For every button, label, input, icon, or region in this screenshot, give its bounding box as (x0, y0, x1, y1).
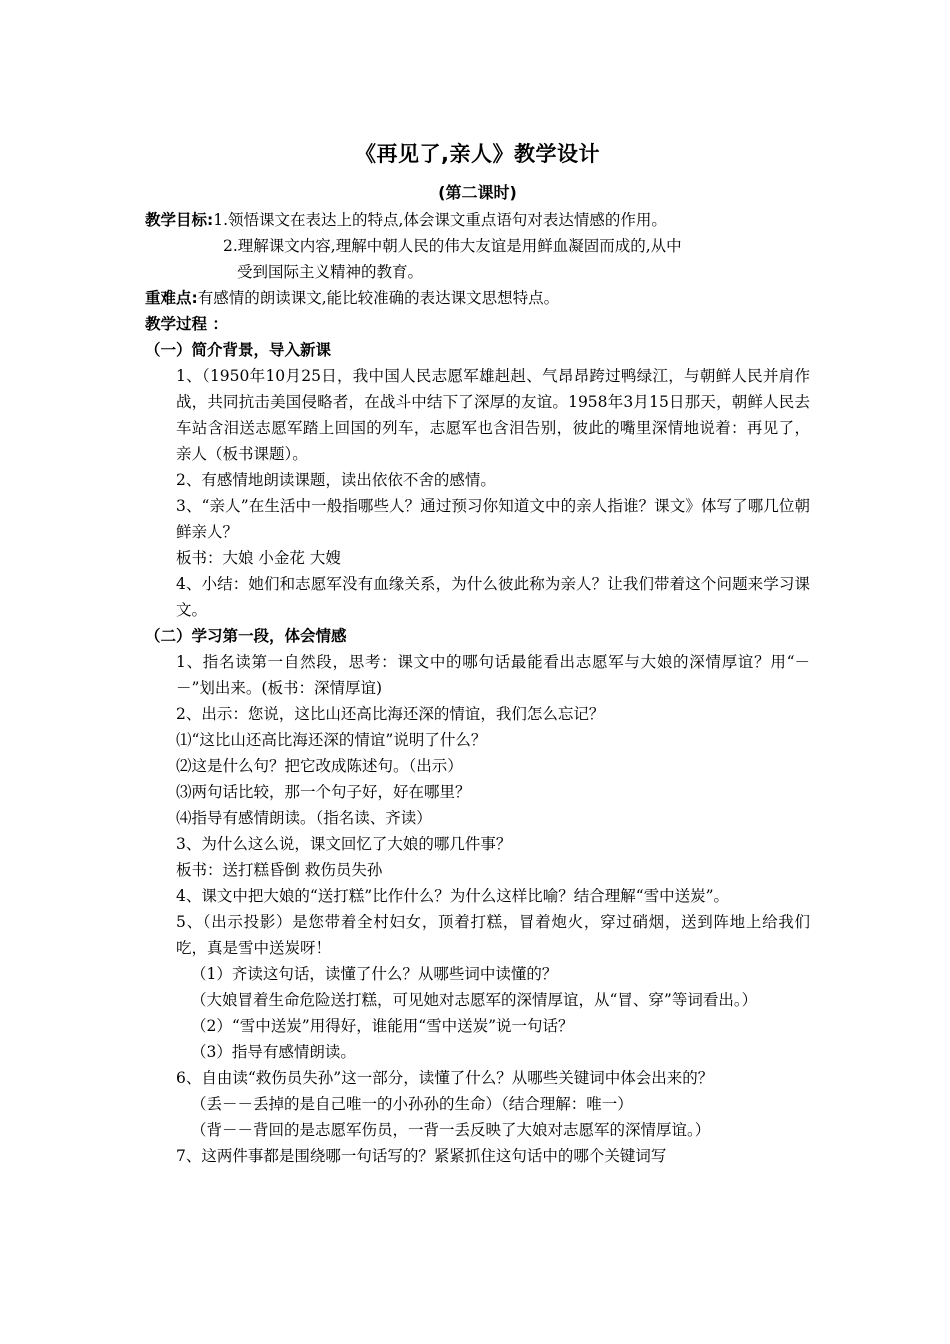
section2-paragraph-4: 4、课文中把大娘的“送打糕”比作什么？为什么这样比喻？结合理解“雪中送炭”。 (176, 887, 730, 905)
section2-paragraph-2: 2、出示：您说，这比山还高比海还深的情谊，我们怎么忘记？ (176, 705, 605, 723)
section2-sub-2: （2）“雪中送炭”用得好，谁能用“雪中送炭”说一句话？ (191, 1017, 574, 1035)
section2-note-a: （丢－－丢掉的是自己唯一的小孙孙的生命）（结合理解：唯一） (191, 1095, 633, 1113)
section2-paragraph-1: 1、指名读第一自然段，思考：课文中的哪句话最能看出志愿军与大娘的深情厚谊？用“－－”划出来。(板书：深情厚谊) (176, 653, 810, 697)
section1-paragraph-4: 4、小结：她们和志愿军没有血缘关系，为什么彼此称为亲人？让我们带着这个问题来学习课文。 (176, 575, 810, 619)
document-body (145, 138, 810, 1169)
section2-question-c: ⑶两句话比较，那一个句子好，好在哪里？ (176, 783, 471, 801)
document-title: 《再见了,亲人》教学设计 (355, 142, 600, 166)
goals-label: 教学目标: (145, 211, 214, 229)
section2-heading: （二）学习第一段，体会情感 (145, 627, 347, 645)
section1-paragraph-2: 2、有感情地朗读课题，读出依依不舍的感情。 (176, 471, 496, 489)
section1-board-note: 板书：大娘 小金花 大嫂 (176, 549, 341, 567)
document-subtitle: (第二课时) (438, 183, 517, 202)
difficulty-line (145, 285, 810, 311)
section2-sub-1-answer: （大娘冒着生命危险送打糕，可见她对志愿军的深情厚谊，从“冒、穿”等词看出。） (191, 991, 758, 1009)
section1-heading: （一）简介背景，导入新课 (145, 341, 332, 359)
section2-paragraph-6: 6、自由读“救伤员失孙”这一部分，读懂了什么？从哪些关键词中体会出来的？ (176, 1069, 714, 1087)
section2-question-d: ⑷指导有感情朗读。（指名读、齐读） (176, 809, 432, 827)
section2-paragraph-5: 5、（出示投影）是您带着全村妇女，顶着打糕，冒着炮火，穿过硝烟，送到阵地上给我们吃，真是雪中送炭呀！ (176, 913, 810, 957)
section2-sub-1: （1）齐读这句话，读懂了什么？从哪些词中读懂的？ (191, 965, 558, 983)
goal-item-2b: 受到国际主义精神的教育。 (237, 263, 424, 281)
section2-paragraph-7: 7、这两件事都是围绕哪一句话写的？紧紧抓住这句话中的哪个关键词写 (176, 1147, 667, 1165)
goal-item-2a: 2.理解课文内容,理解中朝人民的伟大友谊是用鲜血凝固而成的,从中 (223, 237, 682, 255)
section2-question-b: ⑵这是什么句？把它改成陈述句。（出示） (176, 757, 463, 775)
process-label: 教学过程 ： (145, 315, 228, 333)
section2-paragraph-3: 3、为什么这么说，课文回忆了大娘的哪几件事？ (176, 835, 512, 853)
section2-board-note: 板书：送打糕昏倒 救伤员失孙 (176, 861, 383, 879)
goal-item-1: 1.领悟课文在表达上的特点,体会课文重点语句对表达情感的作用。 (213, 211, 667, 229)
section2-note-b: （背－－背回的是志愿军伤员，一背一丢反映了大娘对志愿军的深情厚谊。） (191, 1121, 711, 1139)
goals-line-1 (145, 207, 810, 233)
difficulty-label: 重难点: (145, 289, 198, 307)
section1-paragraph-1: 1、（1950年10月25日，我中国人民志愿军雄赳赳、气昂昂跨过鸭绿江，与朝鲜人民并肩作战，共同抗击美国侵略者，在战斗中结下了深厚的友谊。1958年3月15日那天，朝鲜人民去车站含泪送志愿军踏上回国的列车，志愿军也含泪告别，彼此的嘴里深情地说着：再见了，亲人（板书课题）。 (176, 367, 810, 463)
section2-question-a: ⑴“这比山还高比海还深的情谊”说明了什么？ (176, 731, 487, 749)
section2-sub-3: （3）指导有感情朗读。 (191, 1043, 356, 1061)
difficulty-text: 有感情的朗读课文,能比较准确的表达课文思想特点。 (197, 289, 560, 307)
section1-paragraph-3: 3、“亲人”在生活中一般指哪些人？通过预习你知道文中的亲人指谁？课文》体写了哪几位朝鲜亲人？ (176, 497, 810, 541)
